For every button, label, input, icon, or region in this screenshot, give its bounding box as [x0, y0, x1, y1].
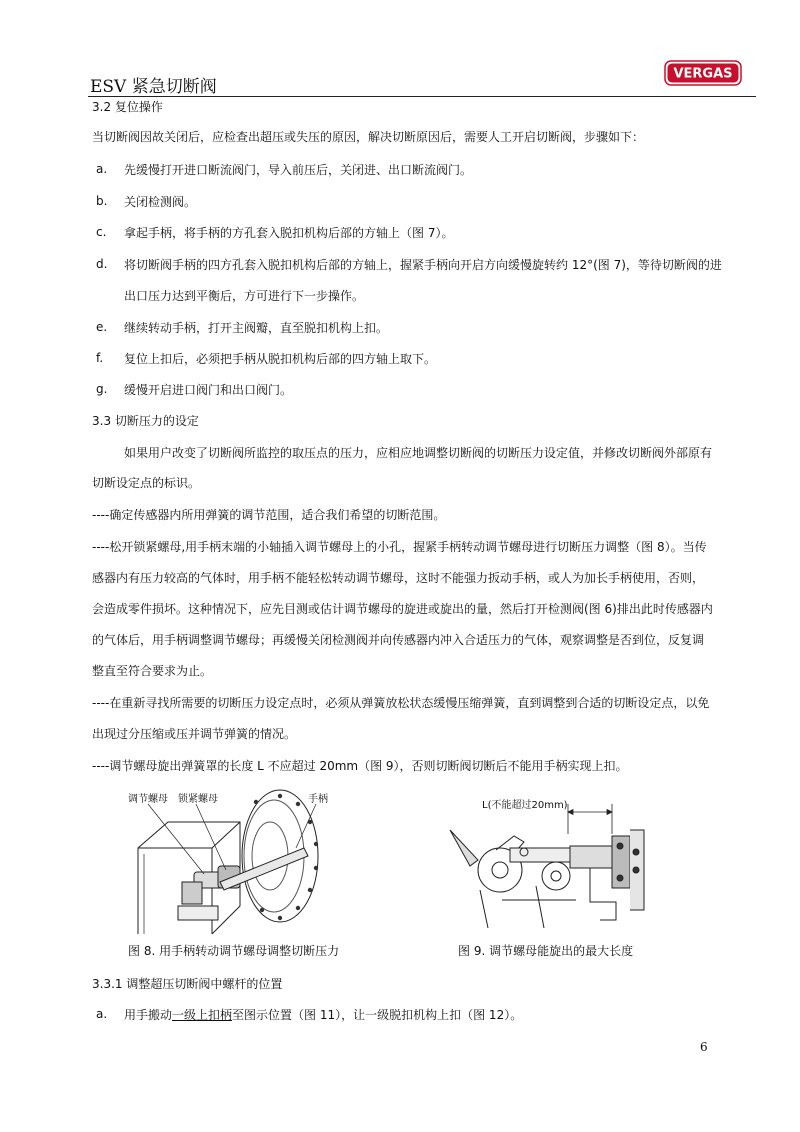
step-c-text: 拿起手柄，将手柄的方孔套入脱扣机构后部的方轴上（图 7）。 — [124, 226, 454, 240]
section-3-3-dash2-line3: 会造成零件损坏。这种情况下，应先目测或估计调节螺母的旋进或旋出的量，然后打开检测阀(图 6)排出此时传感器内 — [92, 602, 713, 616]
label-handle: 手柄 — [308, 794, 328, 805]
s331-step-a-pre: 用手搬动 — [124, 1008, 173, 1022]
section-3-3-dash2-line4: 的气体后，用手柄调整调节螺母；再缓慢关闭检测阀并向传感器内冲入合适压力的气体，观察调整是否到位，反复调 — [92, 633, 705, 647]
step-g-letter: g. — [96, 382, 108, 396]
label-lock-nut: 锁紧螺母 — [178, 794, 218, 805]
step-e-text: 继续转动手柄，打开主阀瓣，直至脱扣机构上扣。 — [124, 321, 389, 335]
header-rule — [88, 96, 756, 97]
section-3-3-dash1: ----确定传感器内所用弹簧的调节范围，适合我们希望的切断范围。 — [92, 508, 446, 522]
section-3-3-heading: 3.3 切断压力的设定 — [92, 414, 199, 428]
label-length-limit: L(不能超过20mm) — [482, 800, 568, 811]
figure-8-caption: 图 8. 用手柄转动调节螺母调整切断压力 — [128, 944, 340, 958]
step-d-letter: d. — [96, 257, 108, 271]
s331-step-a-text — [124, 1007, 522, 1023]
s331-step-a-letter: a. — [96, 1007, 108, 1021]
section-3-2-heading: 3.2 复位操作 — [92, 100, 163, 114]
s331-step-a-underlined: 一级上扣柄 — [172, 1008, 233, 1022]
step-c-letter: c. — [96, 225, 107, 239]
section-3-3-dash4: ----调节螺母旋出弹簧罩的长度 L 不应超过 20mm（图 9），否则切断阀切断后不能用手柄实现上扣。 — [92, 759, 628, 773]
step-a-text: 先缓慢打开进口断流阀门，导入前压后，关闭进、出口断流阀门。 — [124, 163, 473, 177]
section-3-3-para1-line2: 切断设定点的标识。 — [92, 476, 201, 490]
vergas-logo — [664, 60, 742, 86]
section-3-3-dash2-line5: 整直至符合要求为止。 — [92, 664, 213, 678]
section-3-3-dash3-line1: ----在重新寻找所需要的切断压力设定点时，必须从弹簧放松状态缓慢压缩弹簧，直到调整到合适的切断设定点，以免 — [92, 696, 710, 710]
section-3-3-dash2-line1: ----松开锁紧螺母,用手柄末端的小轴插入调节螺母上的小孔，握紧手柄转动调节螺母进行切断压力调整（图 8）。当传 — [92, 540, 707, 554]
logo-text: VERGAS — [673, 66, 733, 82]
section-3-3-dash3-line2: 出现过分压缩或压并调节弹簧的情况。 — [92, 727, 297, 741]
step-b-letter: b. — [96, 194, 108, 208]
section-3-2-intro: 当切断阀因故关闭后，应检查出超压或失压的原因，解决切断原因后，需要人工开启切断阀，步骤如下： — [92, 130, 645, 144]
figure-8-drawing — [120, 786, 335, 934]
step-f-letter: f. — [96, 351, 104, 365]
section-3-3-1-heading: 3.3.1 调整超压切断阀中螺杆的位置 — [92, 977, 283, 991]
figure-9-caption: 图 9. 调节螺母能旋出的最大长度 — [458, 944, 634, 958]
step-g-text: 缓慢开启进口阀门和出口阀门。 — [124, 383, 293, 397]
label-adjusting-nut: 调节螺母 — [128, 794, 168, 805]
document-title: ESV 紧急切断阀 — [90, 77, 217, 97]
step-b-text: 关闭检测阀。 — [124, 195, 197, 209]
section-3-3-para1-line1: 如果用户改变了切断阀所监控的取压点的压力，应相应地调整切断阀的切断压力设定值，并修改切断阀外部原有 — [124, 446, 713, 460]
figure-9-drawing — [440, 790, 648, 928]
step-f-text: 复位上扣后，必须把手柄从脱扣机构后部的四方轴上取下。 — [124, 352, 437, 366]
step-d-continuation: 出口压力达到平衡后，方可进行下一步操作。 — [124, 289, 365, 303]
page-number: 6 — [700, 1040, 708, 1054]
step-d-text: 将切断阀手柄的四方孔套入脱扣机构后部的方轴上，握紧手柄向开启方向缓慢旋转约 12°(图 7)，等待切断阀的进 — [124, 258, 722, 272]
step-a-letter: a. — [96, 162, 108, 176]
section-3-3-dash2-line2: 感器内有压力较高的气体时，用手柄不能轻松转动调节螺母，这时不能强力扳动手柄，或人为加长手柄使用，否则， — [92, 571, 705, 585]
step-e-letter: e. — [96, 320, 108, 334]
s331-step-a-post: 至图示位置（图 11），让一级脱扣机构上扣（图 12）。 — [232, 1008, 523, 1022]
